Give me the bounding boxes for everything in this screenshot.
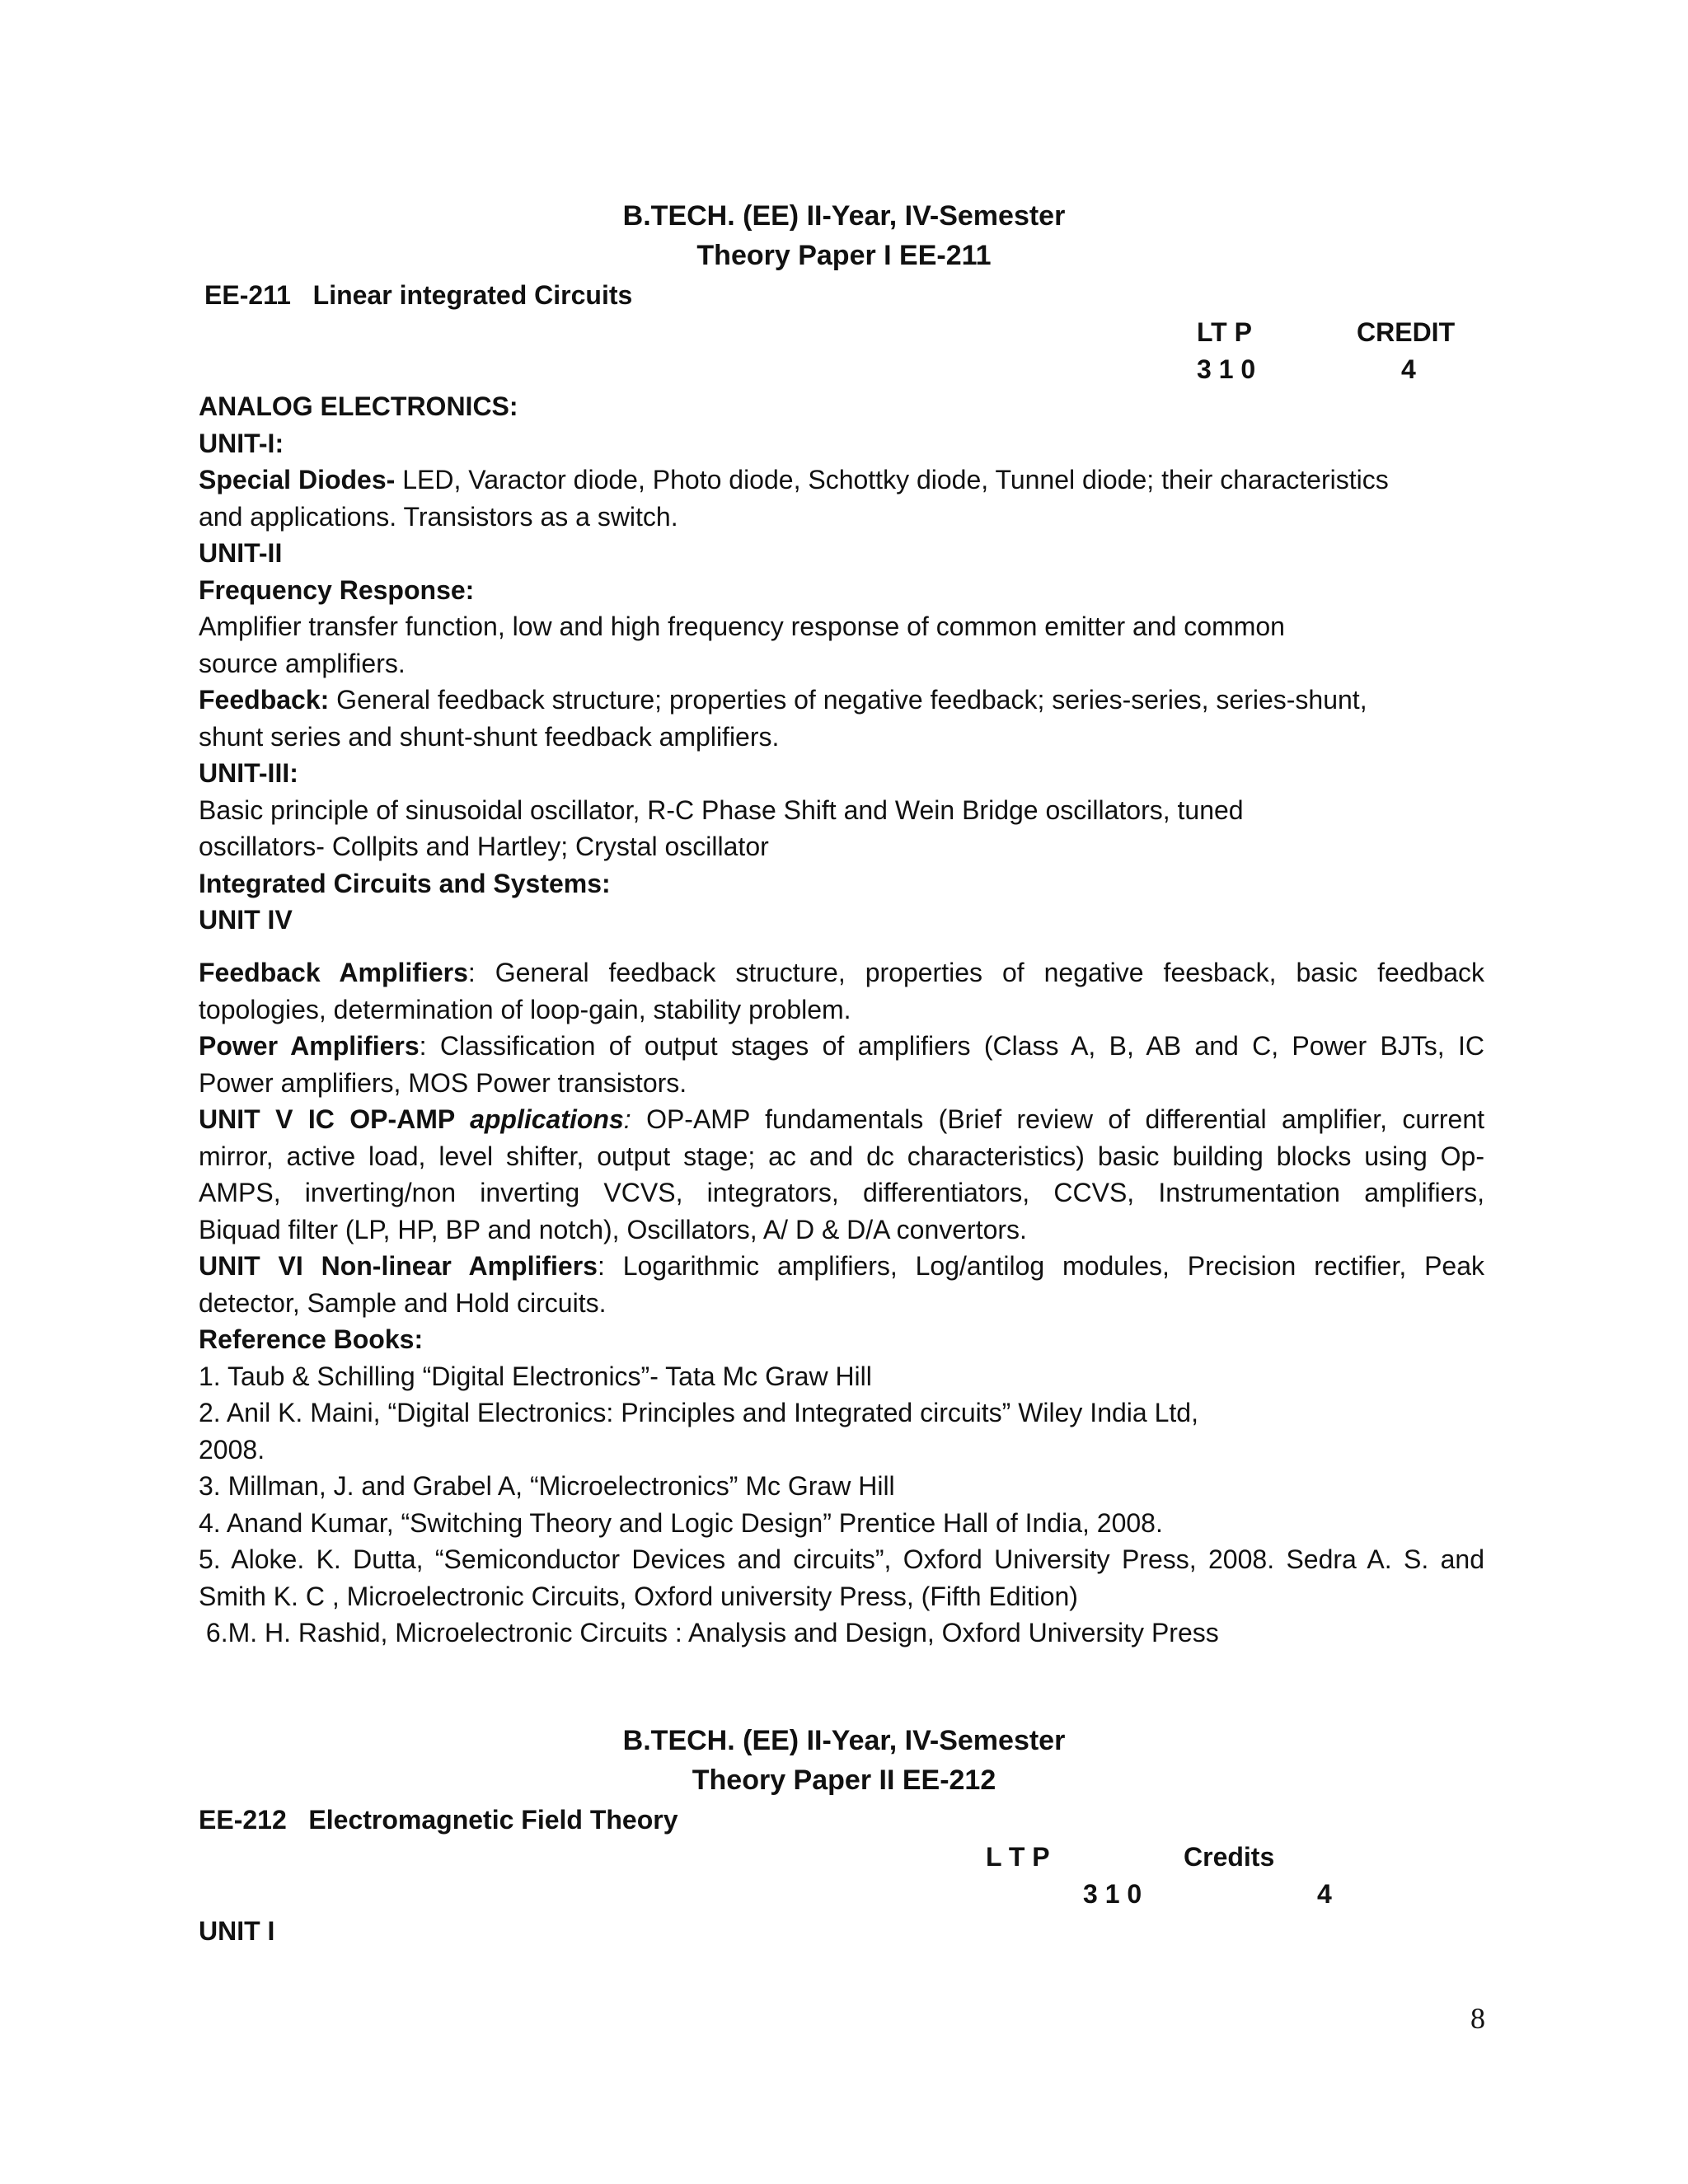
feedback-text1: General feedback structure; properties of negative feedback; series-series, series-shunt,: [329, 685, 1367, 715]
power-amplifiers-label: Power Amplifiers: [199, 1031, 420, 1061]
unit2-heading: UNIT-II: [199, 538, 283, 568]
feedback-amplifiers-label: Feedback Amplifiers: [199, 958, 468, 987]
section1-ltp-value: 3 1 0: [1197, 354, 1256, 384]
section2-heading-line1: B.TECH. (EE) II-Year, IV-Semester: [622, 1725, 1066, 1756]
frequency-response-text1: Amplifier transfer function, low and high frequency response of common emitter and common: [199, 612, 1285, 641]
section2-course-line: [199, 1805, 678, 1835]
reference-item: 1. Taub & Schilling “Digital Electronics”- Tata Mc Graw Hill: [199, 1361, 872, 1391]
section2-unit1-heading: UNIT I: [199, 1916, 275, 1946]
feedback-amplifiers-text1: : General feedback structure, properties of negative feesback, basic feedback: [467, 958, 1485, 987]
unit3-heading: UNIT-III:: [199, 758, 298, 788]
feedback-text2: shunt series and shunt-shunt feedback amplifiers.: [199, 722, 780, 752]
section2-course-title: Electromagnetic Field Theory: [308, 1805, 678, 1835]
power-amplifiers-line1: [199, 1031, 1484, 1062]
section1-course-title: Linear integrated Circuits: [312, 280, 633, 310]
feedback-amplifiers-text2: topologies, determination of loop-gain, stability problem.: [199, 995, 851, 1024]
unit5-text3-span: AMPS, inverting/non inverting VCVS, integrators, differentiators, CCVS, Instrumentation amplifiers,: [199, 1178, 1484, 1207]
frequency-response-text2: source amplifiers.: [199, 649, 406, 678]
special-diodes-line: [199, 465, 1389, 495]
unit6-text2: detector, Sample and Hold circuits.: [199, 1288, 607, 1318]
reference-item: [199, 1544, 1484, 1575]
power-amplifiers-text2: Power amplifiers, MOS Power transistors.: [199, 1068, 687, 1098]
unit6-label: UNIT VI Non-linear Amplifiers: [199, 1251, 598, 1281]
reference-item: 4. Anand Kumar, “Switching Theory and Logic Design” Prentice Hall of India, 2008.: [199, 1508, 1163, 1538]
section1-ltp-label: LT P: [1197, 317, 1252, 347]
feedback-label: Feedback:: [199, 685, 330, 715]
section1-credit-label: CREDIT: [1357, 317, 1456, 347]
feedback-amplifiers-line1: [199, 958, 1484, 988]
analog-heading: ANALOG ELECTRONICS:: [199, 391, 518, 421]
unit4-heading: UNIT IV: [199, 905, 293, 935]
section1-heading-line2: Theory Paper I EE-211: [696, 240, 992, 271]
unit6-text1: : Logarithmic amplifiers, Log/antilog modules, Precision rectifier, Peak: [597, 1251, 1485, 1281]
section2-ltp-value: 3 1 0: [1083, 1879, 1142, 1909]
unit3-text1: Basic principle of sinusoidal oscillator, R-C Phase Shift and Wein Bridge oscillators, tuned: [199, 795, 1244, 825]
page-number: 8: [1470, 2002, 1485, 2035]
special-diodes-label: Special Diodes-: [199, 465, 396, 494]
section2-heading-line2: Theory Paper II EE-212: [692, 1765, 996, 1796]
section2-course-code: EE-212: [199, 1805, 287, 1835]
integrated-circuits-heading: Integrated Circuits and Systems:: [199, 869, 611, 898]
unit5-text2: [199, 1141, 1484, 1172]
unit6-line1: [199, 1251, 1484, 1282]
reference-item: Smith K. C , Microelectronic Circuits, Oxford university Press, (Fifth Edition): [199, 1582, 1078, 1611]
section1-course-code: EE-211: [204, 280, 291, 310]
special-diodes-text2: and applications. Transistors as a switch.: [199, 502, 678, 532]
unit5-line1: [199, 1104, 1484, 1135]
unit1-heading: UNIT-I:: [199, 429, 284, 458]
feedback-line: [199, 685, 1367, 715]
section1-credit-value: 4: [1401, 354, 1416, 384]
unit3-text2: oscillators- Collpits and Hartley; Crystal oscillator: [199, 832, 769, 861]
unit5-colon: :: [623, 1104, 631, 1134]
reference-item: 6.M. H. Rashid, Microelectronic Circuits : Analysis and Design, Oxford University Press: [199, 1618, 1219, 1647]
frequency-response-heading: Frequency Response:: [199, 575, 475, 605]
reference-item: 3. Millman, J. and Grabel A, “Microelectronics” Mc Graw Hill: [199, 1471, 895, 1501]
unit5-text3: [199, 1178, 1484, 1208]
unit5-text1: OP-AMP fundamentals (Brief review of differential amplifier, current: [631, 1104, 1485, 1134]
power-amplifiers-text1: : Classification of output stages of amplifiers (Class A, B, AB and C, Power BJTs, IC: [419, 1031, 1485, 1061]
unit5-italic: applications: [470, 1104, 624, 1134]
section1-heading-line1: B.TECH. (EE) II-Year, IV-Semester: [622, 200, 1066, 232]
reference-item: 2. Anil K. Maini, “Digital Electronics: Principles and Integrated circuits” Wiley India Ltd,: [199, 1398, 1198, 1427]
section1-course-line: [204, 280, 632, 311]
section2-credit-label: Credits: [1184, 1842, 1275, 1872]
unit5-text2-span: mirror, active load, level shifter, output stage; ac and dc characteristics) basic building blocks using Op-: [199, 1141, 1484, 1171]
section2-ltp-label: L T P: [986, 1842, 1050, 1872]
unit5-label: UNIT V IC OP-AMP: [199, 1104, 471, 1134]
unit5-text4: Biquad filter (LP, HP, BP and notch), Oscillators, A/ D & D/A convertors.: [199, 1215, 1027, 1244]
reference-item-text: 5. Aloke. K. Dutta, “Semiconductor Devices and circuits”, Oxford University Press, 2008. Sedra A. S. and: [199, 1544, 1484, 1574]
special-diodes-text: LED, Varactor diode, Photo diode, Schottky diode, Tunnel diode; their characteristics: [395, 465, 1389, 494]
reference-books-heading: Reference Books:: [199, 1324, 424, 1354]
section2-credit-value: 4: [1317, 1879, 1332, 1909]
reference-item: 2008.: [199, 1435, 265, 1465]
